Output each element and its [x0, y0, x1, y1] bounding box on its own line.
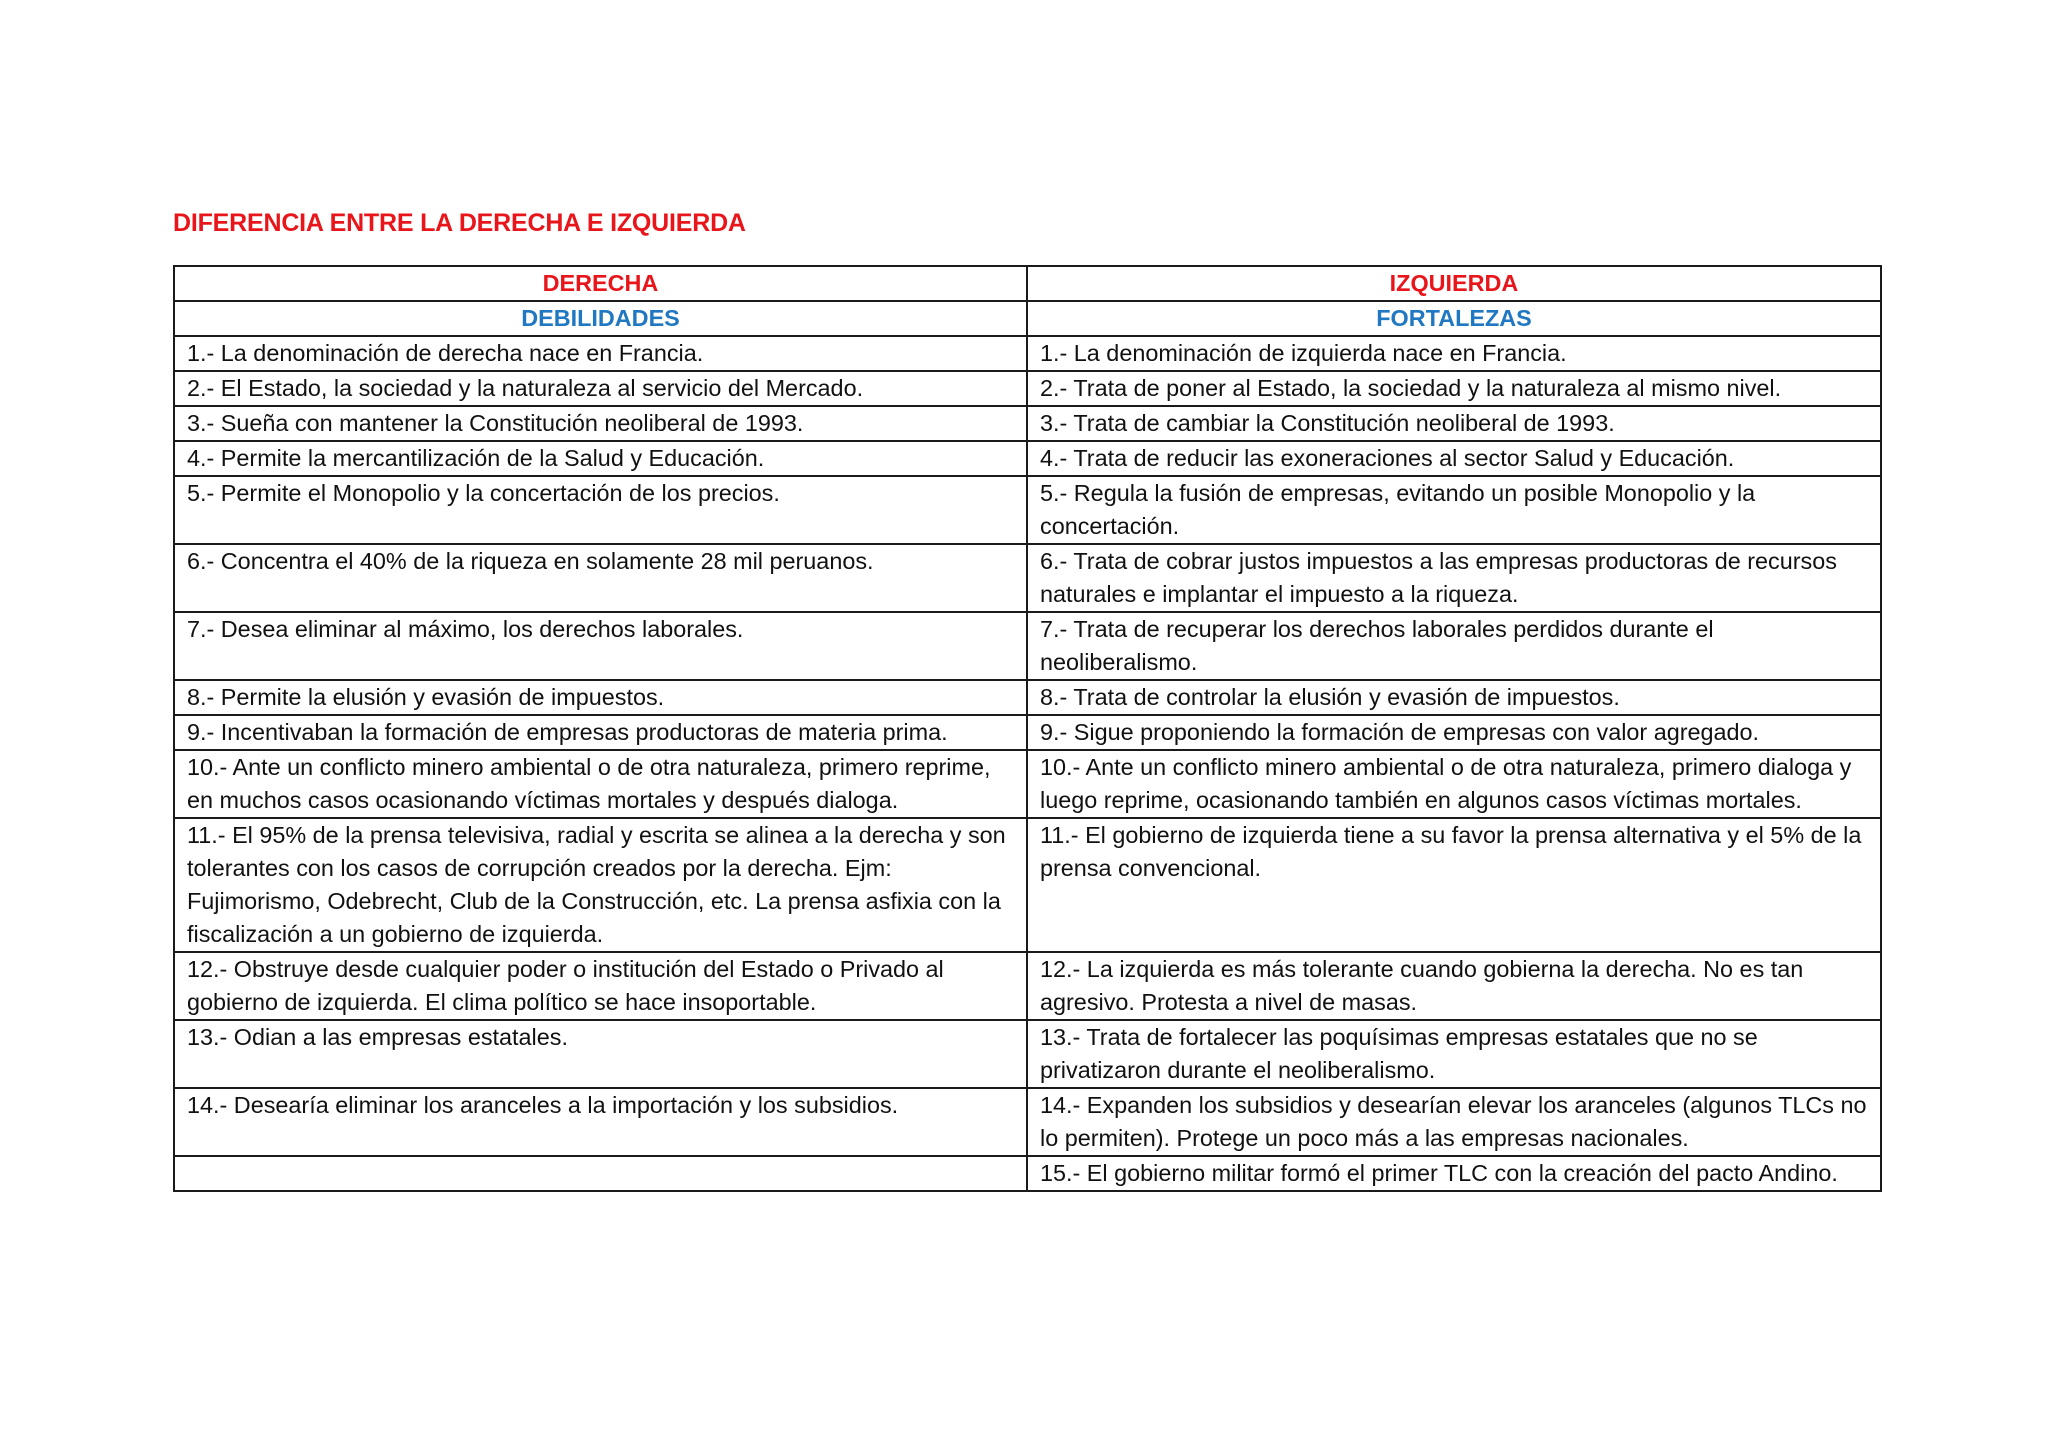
header-izquierda: IZQUIERDA [1027, 266, 1881, 301]
table-row [174, 406, 1881, 441]
izquierda-cell: 1.- La denominación de izquierda nace en Francia. [1027, 336, 1881, 371]
header-derecha: DERECHA [174, 266, 1027, 301]
izquierda-cell: 15.- El gobierno militar formó el primer TLC con la creación del pacto Andino. [1027, 1156, 1881, 1191]
subheader-fortalezas: FORTALEZAS [1027, 301, 1881, 336]
table-row [174, 371, 1881, 406]
izquierda-cell: 8.- Trata de controlar la elusión y evasión de impuestos. [1027, 680, 1881, 715]
table-row [174, 441, 1881, 476]
derecha-cell: 2.- El Estado, la sociedad y la naturaleza al servicio del Mercado. [174, 371, 1027, 406]
table-row [174, 715, 1881, 750]
table-row [174, 750, 1881, 818]
table-row [174, 1088, 1881, 1156]
derecha-cell: 1.- La denominación de derecha nace en Francia. [174, 336, 1027, 371]
table-row [174, 680, 1881, 715]
derecha-cell: 10.- Ante un conflicto minero ambiental o de otra naturaleza, primero reprime, en muchos casos ocasionando víctimas mortales y después dialoga. [174, 750, 1027, 818]
table-row [174, 1156, 1881, 1191]
subheader-row [174, 301, 1881, 336]
table-row [174, 476, 1881, 544]
header-row [174, 266, 1881, 301]
derecha-cell: 11.- El 95% de la prensa televisiva, radial y escrita se alinea a la derecha y son tolerantes con los casos de corrupción creados por la derecha. Ejm: Fujimorismo, Odebrecht, Club de la Construcción, etc. La prensa asfixia con la fiscalización a un gobierno de izquierda. [174, 818, 1027, 952]
izquierda-cell: 9.- Sigue proponiendo la formación de empresas con valor agregado. [1027, 715, 1881, 750]
subheader-debilidades: DEBILIDADES [174, 301, 1027, 336]
comparison-table [173, 265, 1882, 1192]
derecha-cell: 14.- Desearía eliminar los aranceles a la importación y los subsidios. [174, 1088, 1027, 1156]
derecha-cell: 6.- Concentra el 40% de la riqueza en solamente 28 mil peruanos. [174, 544, 1027, 612]
table-row [174, 336, 1881, 371]
izquierda-cell: 3.- Trata de cambiar la Constitución neoliberal de 1993. [1027, 406, 1881, 441]
izquierda-cell: 7.- Trata de recuperar los derechos laborales perdidos durante el neoliberalismo. [1027, 612, 1881, 680]
izquierda-cell: 14.- Expanden los subsidios y desearían elevar los aranceles (algunos TLCs no lo permiten). Protege un poco más a las empresas nacionales. [1027, 1088, 1881, 1156]
table-row [174, 1020, 1881, 1088]
izquierda-cell: 4.- Trata de reducir las exoneraciones al sector Salud y Educación. [1027, 441, 1881, 476]
izquierda-cell: 10.- Ante un conflicto minero ambiental o de otra naturaleza, primero dialoga y luego reprime, ocasionando también en algunos casos víctimas mortales. [1027, 750, 1881, 818]
izquierda-cell: 12.- La izquierda es más tolerante cuando gobierna la derecha. No es tan agresivo. Protesta a nivel de masas. [1027, 952, 1881, 1020]
derecha-cell: 3.- Sueña con mantener la Constitución neoliberal de 1993. [174, 406, 1027, 441]
derecha-cell: 9.- Incentivaban la formación de empresas productoras de materia prima. [174, 715, 1027, 750]
table-row [174, 952, 1881, 1020]
izquierda-cell: 6.- Trata de cobrar justos impuestos a las empresas productoras de recursos naturales e implantar el impuesto a la riqueza. [1027, 544, 1881, 612]
derecha-cell: 5.- Permite el Monopolio y la concertación de los precios. [174, 476, 1027, 544]
table-row [174, 544, 1881, 612]
document-title: DIFERENCIA ENTRE LA DERECHA E IZQUIERDA [173, 209, 746, 237]
comparison-table-body [174, 266, 1881, 1191]
derecha-cell: 12.- Obstruye desde cualquier poder o institución del Estado o Privado al gobierno de izquierda. El clima político se hace insoportable. [174, 952, 1027, 1020]
derecha-cell: 8.- Permite la elusión y evasión de impuestos. [174, 680, 1027, 715]
derecha-cell: 7.- Desea eliminar al máximo, los derechos laborales. [174, 612, 1027, 680]
izquierda-cell: 11.- El gobierno de izquierda tiene a su favor la prensa alternativa y el 5% de la prensa convencional. [1027, 818, 1881, 952]
table-row [174, 818, 1881, 952]
derecha-cell: 13.- Odian a las empresas estatales. [174, 1020, 1027, 1088]
table-row [174, 612, 1881, 680]
derecha-cell [174, 1156, 1027, 1191]
izquierda-cell: 5.- Regula la fusión de empresas, evitando un posible Monopolio y la concertación. [1027, 476, 1881, 544]
izquierda-cell: 2.- Trata de poner al Estado, la sociedad y la naturaleza al mismo nivel. [1027, 371, 1881, 406]
derecha-cell: 4.- Permite la mercantilización de la Salud y Educación. [174, 441, 1027, 476]
izquierda-cell: 13.- Trata de fortalecer las poquísimas empresas estatales que no se privatizaron durante el neoliberalismo. [1027, 1020, 1881, 1088]
